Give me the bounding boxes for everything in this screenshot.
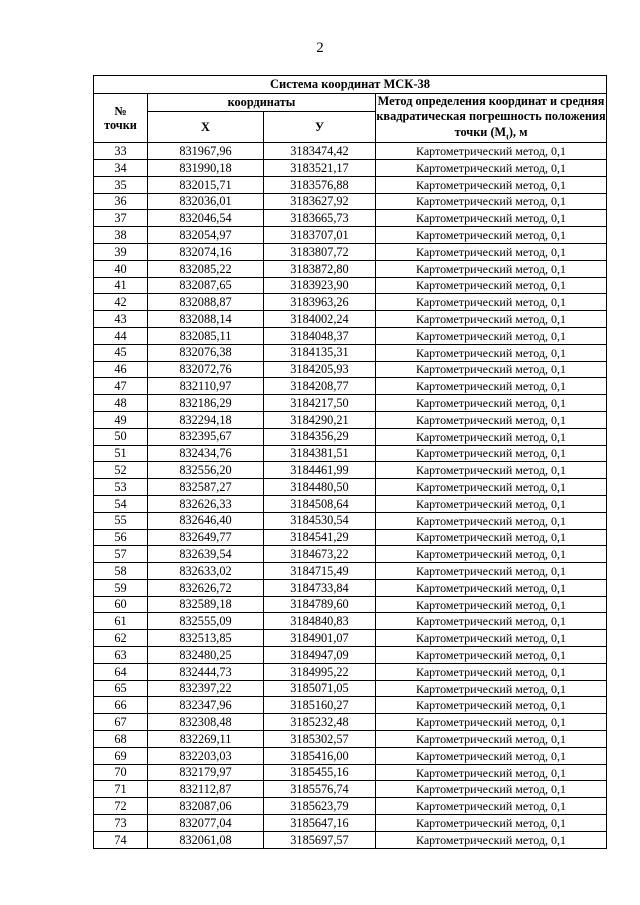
method-cell: Картометрический метод, 0,1 xyxy=(376,445,607,462)
x-coordinate-cell: 832110,97 xyxy=(148,378,264,395)
y-coordinate-cell: 3184048,37 xyxy=(264,327,376,344)
y-coordinate-cell: 3185455,16 xyxy=(264,764,376,781)
method-cell: Картометрический метод, 0,1 xyxy=(376,193,607,210)
method-cell: Картометрический метод, 0,1 xyxy=(376,714,607,731)
x-coordinate-cell: 832054,97 xyxy=(148,227,264,244)
point-number-cell: 73 xyxy=(94,815,148,832)
x-coordinate-cell: 832036,01 xyxy=(148,193,264,210)
table-row xyxy=(94,277,607,294)
method-cell: Картометрический метод, 0,1 xyxy=(376,327,607,344)
x-coordinate-cell: 832074,16 xyxy=(148,243,264,260)
method-cell: Картометрический метод, 0,1 xyxy=(376,210,607,227)
x-coordinate-cell: 832085,22 xyxy=(148,260,264,277)
method-cell: Картометрический метод, 0,1 xyxy=(376,277,607,294)
point-number-cell: 41 xyxy=(94,277,148,294)
y-coordinate-cell: 3183576,88 xyxy=(264,176,376,193)
coordinates-table-body xyxy=(94,143,607,848)
method-cell: Картометрический метод, 0,1 xyxy=(376,647,607,664)
point-number-cell: 46 xyxy=(94,361,148,378)
table-row xyxy=(94,781,607,798)
y-coordinate-cell: 3184530,54 xyxy=(264,512,376,529)
x-coordinate-cell: 831990,18 xyxy=(148,159,264,176)
method-header-unit: ), м xyxy=(508,124,528,139)
y-coordinate-cell: 3184002,24 xyxy=(264,311,376,328)
point-number-cell: 33 xyxy=(94,143,148,160)
point-number-cell: 35 xyxy=(94,176,148,193)
point-number-cell: 59 xyxy=(94,579,148,596)
x-coordinate-cell: 832269,11 xyxy=(148,731,264,748)
table-row xyxy=(94,479,607,496)
table-row xyxy=(94,764,607,781)
y-coordinate-cell: 3184290,21 xyxy=(264,411,376,428)
point-number-cell: 45 xyxy=(94,344,148,361)
y-coordinate-cell: 3185232,48 xyxy=(264,714,376,731)
method-cell: Картометрический метод, 0,1 xyxy=(376,731,607,748)
y-coordinate-cell: 3185071,05 xyxy=(264,680,376,697)
x-coordinate-cell: 832633,02 xyxy=(148,563,264,580)
point-number-cell: 65 xyxy=(94,680,148,697)
y-coordinate-cell: 3183627,92 xyxy=(264,193,376,210)
y-coordinate-cell: 3184673,22 xyxy=(264,546,376,563)
table-row xyxy=(94,731,607,748)
method-cell: Картометрический метод, 0,1 xyxy=(376,260,607,277)
x-coordinate-cell: 832015,71 xyxy=(148,176,264,193)
point-number-cell: 37 xyxy=(94,210,148,227)
method-cell: Картометрический метод, 0,1 xyxy=(376,613,607,630)
x-coordinate-cell: 831967,96 xyxy=(148,143,264,160)
method-cell: Картометрический метод, 0,1 xyxy=(376,311,607,328)
table-row xyxy=(94,395,607,412)
y-coordinate-cell: 3184733,84 xyxy=(264,579,376,596)
y-coordinate-cell: 3183807,72 xyxy=(264,243,376,260)
point-number-cell: 51 xyxy=(94,445,148,462)
x-coordinate-cell: 832203,03 xyxy=(148,747,264,764)
method-header-text: Метод определения координат и средняя квадратическая погрешность положения точки (M xyxy=(376,94,606,139)
method-cell: Картометрический метод, 0,1 xyxy=(376,512,607,529)
x-coordinate-cell: 832294,18 xyxy=(148,411,264,428)
y-coordinate-cell: 3184217,50 xyxy=(264,395,376,412)
method-cell: Картометрический метод, 0,1 xyxy=(376,747,607,764)
x-coordinate-cell: 832046,54 xyxy=(148,210,264,227)
point-number-cell: 72 xyxy=(94,798,148,815)
point-number-cell: 48 xyxy=(94,395,148,412)
coordinate-system-title: Система координат МСК-38 xyxy=(94,76,607,94)
y-coordinate-cell: 3183923,90 xyxy=(264,277,376,294)
table-row xyxy=(94,445,607,462)
point-number-cell: 56 xyxy=(94,529,148,546)
method-cell: Картометрический метод, 0,1 xyxy=(376,378,607,395)
y-coordinate-cell: 3184356,29 xyxy=(264,428,376,445)
point-number-cell: 66 xyxy=(94,697,148,714)
method-cell: Картометрический метод, 0,1 xyxy=(376,495,607,512)
x-coordinate-cell: 832179,97 xyxy=(148,764,264,781)
x-coordinate-cell: 832587,27 xyxy=(148,479,264,496)
point-number-cell: 40 xyxy=(94,260,148,277)
table-row xyxy=(94,747,607,764)
point-number-cell: 57 xyxy=(94,546,148,563)
method-cell: Картометрический метод, 0,1 xyxy=(376,243,607,260)
table-row xyxy=(94,361,607,378)
method-cell: Картометрический метод, 0,1 xyxy=(376,764,607,781)
method-cell: Картометрический метод, 0,1 xyxy=(376,546,607,563)
x-coordinate-cell: 832112,87 xyxy=(148,781,264,798)
x-coordinate-cell: 832589,18 xyxy=(148,596,264,613)
y-coordinate-cell: 3184205,93 xyxy=(264,361,376,378)
method-cell: Картометрический метод, 0,1 xyxy=(376,680,607,697)
point-number-cell: 71 xyxy=(94,781,148,798)
table-row xyxy=(94,193,607,210)
point-number-cell: 74 xyxy=(94,831,148,848)
y-coordinate-cell: 3184480,50 xyxy=(264,479,376,496)
y-coordinate-cell: 3184901,07 xyxy=(264,630,376,647)
table-row xyxy=(94,613,607,630)
y-coordinate-cell: 3185647,16 xyxy=(264,815,376,832)
y-coordinate-cell: 3184508,64 xyxy=(264,495,376,512)
y-coordinate-cell: 3185623,79 xyxy=(264,798,376,815)
y-coordinate-cell: 3183474,42 xyxy=(264,143,376,160)
point-number-header xyxy=(94,94,148,143)
y-coordinate-cell: 3183963,26 xyxy=(264,294,376,311)
x-coordinate-cell: 832076,38 xyxy=(148,344,264,361)
point-number-cell: 52 xyxy=(94,462,148,479)
method-cell: Картометрический метод, 0,1 xyxy=(376,579,607,596)
table-row xyxy=(94,344,607,361)
x-coordinate-cell: 832087,06 xyxy=(148,798,264,815)
x-coordinate-cell: 832626,33 xyxy=(148,495,264,512)
point-number-cell: 61 xyxy=(94,613,148,630)
method-cell: Картометрический метод, 0,1 xyxy=(376,227,607,244)
y-coordinate-cell: 3184789,60 xyxy=(264,596,376,613)
y-coordinate-cell: 3183665,73 xyxy=(264,210,376,227)
table-row xyxy=(94,227,607,244)
table-row xyxy=(94,680,607,697)
x-coordinate-cell: 832077,04 xyxy=(148,815,264,832)
point-number-cell: 55 xyxy=(94,512,148,529)
method-cell: Картометрический метод, 0,1 xyxy=(376,479,607,496)
y-coordinate-cell: 3184715,49 xyxy=(264,563,376,580)
method-cell: Картометрический метод, 0,1 xyxy=(376,411,607,428)
table-row xyxy=(94,529,607,546)
method-cell: Картометрический метод, 0,1 xyxy=(376,798,607,815)
table-row xyxy=(94,512,607,529)
table-row xyxy=(94,411,607,428)
table-row xyxy=(94,143,607,160)
point-number-cell: 64 xyxy=(94,663,148,680)
method-cell: Картометрический метод, 0,1 xyxy=(376,630,607,647)
method-cell: Картометрический метод, 0,1 xyxy=(376,462,607,479)
method-cell: Картометрический метод, 0,1 xyxy=(376,815,607,832)
method-header xyxy=(376,94,607,143)
table-row xyxy=(94,815,607,832)
table-row xyxy=(94,647,607,664)
x-coordinate-cell: 832556,20 xyxy=(148,462,264,479)
y-coordinate-cell: 3183707,01 xyxy=(264,227,376,244)
x-coordinate-cell: 832347,96 xyxy=(148,697,264,714)
y-coordinate-cell: 3184840,83 xyxy=(264,613,376,630)
x-column-header: X xyxy=(148,112,264,143)
point-number-cell: 47 xyxy=(94,378,148,395)
y-coordinate-cell: 3185160,27 xyxy=(264,697,376,714)
point-number-cell: 53 xyxy=(94,479,148,496)
point-number-cell: 58 xyxy=(94,563,148,580)
point-number-cell: 69 xyxy=(94,747,148,764)
coordinates-table xyxy=(93,75,607,849)
table-row xyxy=(94,596,607,613)
point-number-cell: 67 xyxy=(94,714,148,731)
point-number-cell: 49 xyxy=(94,411,148,428)
x-coordinate-cell: 832397,22 xyxy=(148,680,264,697)
method-cell: Картометрический метод, 0,1 xyxy=(376,563,607,580)
method-cell: Картометрический метод, 0,1 xyxy=(376,529,607,546)
method-cell: Картометрический метод, 0,1 xyxy=(376,361,607,378)
x-coordinate-cell: 832088,87 xyxy=(148,294,264,311)
table-row xyxy=(94,630,607,647)
table-row xyxy=(94,697,607,714)
point-number-cell: 36 xyxy=(94,193,148,210)
y-coordinate-cell: 3184208,77 xyxy=(264,378,376,395)
method-cell: Картометрический метод, 0,1 xyxy=(376,596,607,613)
y-coordinate-cell: 3183872,80 xyxy=(264,260,376,277)
point-number-cell: 44 xyxy=(94,327,148,344)
x-coordinate-cell: 832395,67 xyxy=(148,428,264,445)
x-coordinate-cell: 832434,76 xyxy=(148,445,264,462)
x-coordinate-cell: 832649,77 xyxy=(148,529,264,546)
method-cell: Картометрический метод, 0,1 xyxy=(376,159,607,176)
table-row xyxy=(94,428,607,445)
point-number-cell: 63 xyxy=(94,647,148,664)
page-number: 2 xyxy=(316,40,324,56)
y-coordinate-cell: 3184541,29 xyxy=(264,529,376,546)
method-header-subscript: t xyxy=(506,132,509,142)
x-coordinate-cell: 832186,29 xyxy=(148,395,264,412)
table-row xyxy=(94,378,607,395)
coordinates-header: координаты xyxy=(148,94,376,112)
x-coordinate-cell: 832085,11 xyxy=(148,327,264,344)
method-cell: Картометрический метод, 0,1 xyxy=(376,395,607,412)
x-coordinate-cell: 832513,85 xyxy=(148,630,264,647)
table-row xyxy=(94,663,607,680)
method-cell: Картометрический метод, 0,1 xyxy=(376,176,607,193)
table-row xyxy=(94,462,607,479)
y-coordinate-cell: 3184995,22 xyxy=(264,663,376,680)
x-coordinate-cell: 832087,65 xyxy=(148,277,264,294)
y-coordinate-cell: 3184947,09 xyxy=(264,647,376,664)
table-row xyxy=(94,294,607,311)
point-number-cell: 38 xyxy=(94,227,148,244)
table-row xyxy=(94,176,607,193)
table-row xyxy=(94,579,607,596)
y-coordinate-cell: 3184135,31 xyxy=(264,344,376,361)
method-cell: Картометрический метод, 0,1 xyxy=(376,831,607,848)
point-number-cell: 60 xyxy=(94,596,148,613)
table-row xyxy=(94,546,607,563)
point-number-cell: 68 xyxy=(94,731,148,748)
x-coordinate-cell: 832088,14 xyxy=(148,311,264,328)
table-row xyxy=(94,260,607,277)
y-coordinate-cell: 3185302,57 xyxy=(264,731,376,748)
method-cell: Картометрический метод, 0,1 xyxy=(376,294,607,311)
table-row xyxy=(94,311,607,328)
x-coordinate-cell: 832639,54 xyxy=(148,546,264,563)
point-number-cell: 43 xyxy=(94,311,148,328)
table-row xyxy=(94,159,607,176)
point-number-cell: 62 xyxy=(94,630,148,647)
method-cell: Картометрический метод, 0,1 xyxy=(376,697,607,714)
y-column-header: У xyxy=(264,112,376,143)
x-coordinate-cell: 832061,08 xyxy=(148,831,264,848)
point-number-cell: 54 xyxy=(94,495,148,512)
table-row xyxy=(94,327,607,344)
method-cell: Картометрический метод, 0,1 xyxy=(376,143,607,160)
y-coordinate-cell: 3184381,51 xyxy=(264,445,376,462)
table-row xyxy=(94,798,607,815)
x-coordinate-cell: 832626,72 xyxy=(148,579,264,596)
method-cell: Картометрический метод, 0,1 xyxy=(376,663,607,680)
table-row xyxy=(94,831,607,848)
table-row xyxy=(94,563,607,580)
table-row xyxy=(94,714,607,731)
point-number-cell: 70 xyxy=(94,764,148,781)
method-cell: Картометрический метод, 0,1 xyxy=(376,428,607,445)
method-cell: Картометрический метод, 0,1 xyxy=(376,344,607,361)
point-number-cell: 42 xyxy=(94,294,148,311)
method-cell: Картометрический метод, 0,1 xyxy=(376,781,607,798)
table-row xyxy=(94,243,607,260)
x-coordinate-cell: 832646,40 xyxy=(148,512,264,529)
x-coordinate-cell: 832444,73 xyxy=(148,663,264,680)
y-coordinate-cell: 3185416,00 xyxy=(264,747,376,764)
point-number-cell: 34 xyxy=(94,159,148,176)
x-coordinate-cell: 832072,76 xyxy=(148,361,264,378)
y-coordinate-cell: 3183521,17 xyxy=(264,159,376,176)
x-coordinate-cell: 832555,09 xyxy=(148,613,264,630)
y-coordinate-cell: 3184461,99 xyxy=(264,462,376,479)
table-row xyxy=(94,495,607,512)
x-coordinate-cell: 832308,48 xyxy=(148,714,264,731)
point-number-cell: 50 xyxy=(94,428,148,445)
table-row xyxy=(94,210,607,227)
point-number-cell: 39 xyxy=(94,243,148,260)
point-number-header-symbol: № xyxy=(114,103,127,118)
y-coordinate-cell: 3185576,74 xyxy=(264,781,376,798)
x-coordinate-cell: 832480,25 xyxy=(148,647,264,664)
point-number-header-word: точки xyxy=(104,118,137,133)
y-coordinate-cell: 3185697,57 xyxy=(264,831,376,848)
